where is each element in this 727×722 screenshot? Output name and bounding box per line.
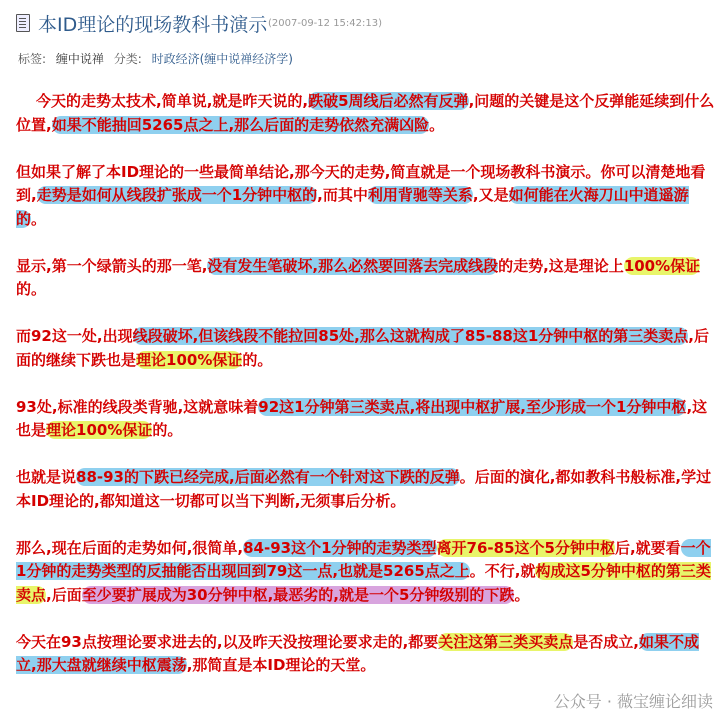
text-segment: 也就是说 [16,468,77,486]
watermark: 公众号 · 薇宝缠论细读 [553,692,713,711]
highlighted-text: 理论100%保证 [136,350,243,369]
paragraph [16,466,716,513]
paragraph [16,161,716,232]
text-segment: 的走势,这是理论上 [498,256,624,275]
text-segment: 的。 [242,350,273,369]
text-segment: 93处,标准的线段类背驰,这就意味着 [16,397,259,416]
text-segment: 。后面的演化,都如教科书般标准,学过本ID理论的,都知道这一切都可以当下判断,无须事后分析。 [16,468,712,510]
highlighted-text: 一个1分钟的走势类型的反抽能否出现回到79这一点,也就是5265点之上 [16,538,711,580]
text-segment: ,这也是 [16,397,708,439]
highlighted-text: 如果不能抽回5265点之上,那么后面的走势依然充满凶险 [51,115,430,134]
text-segment: 但如果了解了本ID理论的一些最简单结论,那今天的走势,简直就是一个现场教科书演示。你可以清楚地看到, [16,162,706,204]
text-segment: 而92这一处,出现 [16,327,133,345]
highlighted-text: 跌破5周线后必然有反弹 [308,92,469,110]
paragraph [16,537,716,608]
document-icon [16,14,30,32]
text-segment: 今天在93点按理论要求进去的,以及昨天没按理论要求走的,都要 [16,632,439,651]
text-segment: 。 [429,115,445,134]
text-segment: 后,就要看 [614,538,681,557]
highlighted-text: 100%保证 [623,256,701,275]
highlighted-text: 如果不成立,那大盘就继续中枢震荡 [16,632,700,674]
paragraph [16,631,716,678]
highlighted-text: 92这1分钟第三类卖点,将出现中枢扩展,至少形成一个1分钟中枢 [258,397,687,416]
text-segment: ,后面的继续下跌也是 [16,327,709,369]
text-segment: ,而其中 [317,186,368,204]
paragraph [16,325,716,372]
highlighted-text: 离开76-85这个5分钟中枢 [436,538,615,557]
highlighted-text: 84-93这个1分钟的走势类型 [243,538,437,557]
text-segment: 。 [31,209,47,228]
highlighted-text: 利用背驰等关系 [367,186,473,204]
paragraph [16,396,716,443]
text-segment: 的。 [16,280,47,298]
paragraph [16,90,716,137]
highlighted-text: 没有发生笔破坏,那么必然要回落去完成线段 [207,256,499,275]
text-segment: 的。 [152,421,183,439]
text-segment: 。 [514,585,530,604]
text-segment: ,又是 [472,186,509,204]
post-date: (2007-09-12 15:42:13) [268,18,383,29]
category-link[interactable]: 时政经济(缠中说禅经济学) [151,52,293,66]
highlighted-text: 理论100%保证 [46,421,153,439]
paragraph [16,255,716,302]
text-segment: 是否成立, [573,632,639,651]
highlighted-text: 线段破坏,但该线段不能拉回85处,那么这就构成了85-88这1分钟中枢的第三类卖点 [132,327,689,345]
post-title: 本ID理论的现场教科书演示 [38,14,268,36]
category-label: 分类: [113,52,142,66]
highlighted-text: 构成这5分钟中枢的第三类卖点 [16,562,711,604]
highlighted-text: 如何能在火海刀山中逍遥游的 [16,186,689,228]
post-body [16,90,716,701]
tag-link[interactable]: 缠中说禅 [55,52,104,66]
text-segment: 。不行,就 [469,562,536,580]
text-segment: 显示,第一个绿箭头的那一笔, [16,256,208,275]
text-segment: ,那简直是本ID理论的天堂。 [186,656,376,674]
highlighted-text: 关注这第三类买卖点 [438,632,574,651]
highlighted-text: 88-93的下跌已经完成,后面必然有一个针对这下跌的反弹 [76,468,460,486]
text-segment: ,问题的关键是这个反弹能延续到什么位置, [16,92,715,134]
text-segment: ,后面 [46,585,82,604]
tag-label: 标签: [18,52,47,66]
post-meta [18,50,299,67]
highlighted-text: 走势是如何从线段扩张成一个1分钟中枢的 [36,186,318,204]
text-segment: 那么,现在后面的走势如何,很简单, [16,538,244,557]
post-header [10,8,720,38]
text-segment: 今天的走势太技术,简单说,就是昨天说的, [36,92,309,110]
highlighted-text: 至少要扩展成为30分钟中枢,最恶劣的,就是一个5分钟级别的下跌 [81,585,515,604]
